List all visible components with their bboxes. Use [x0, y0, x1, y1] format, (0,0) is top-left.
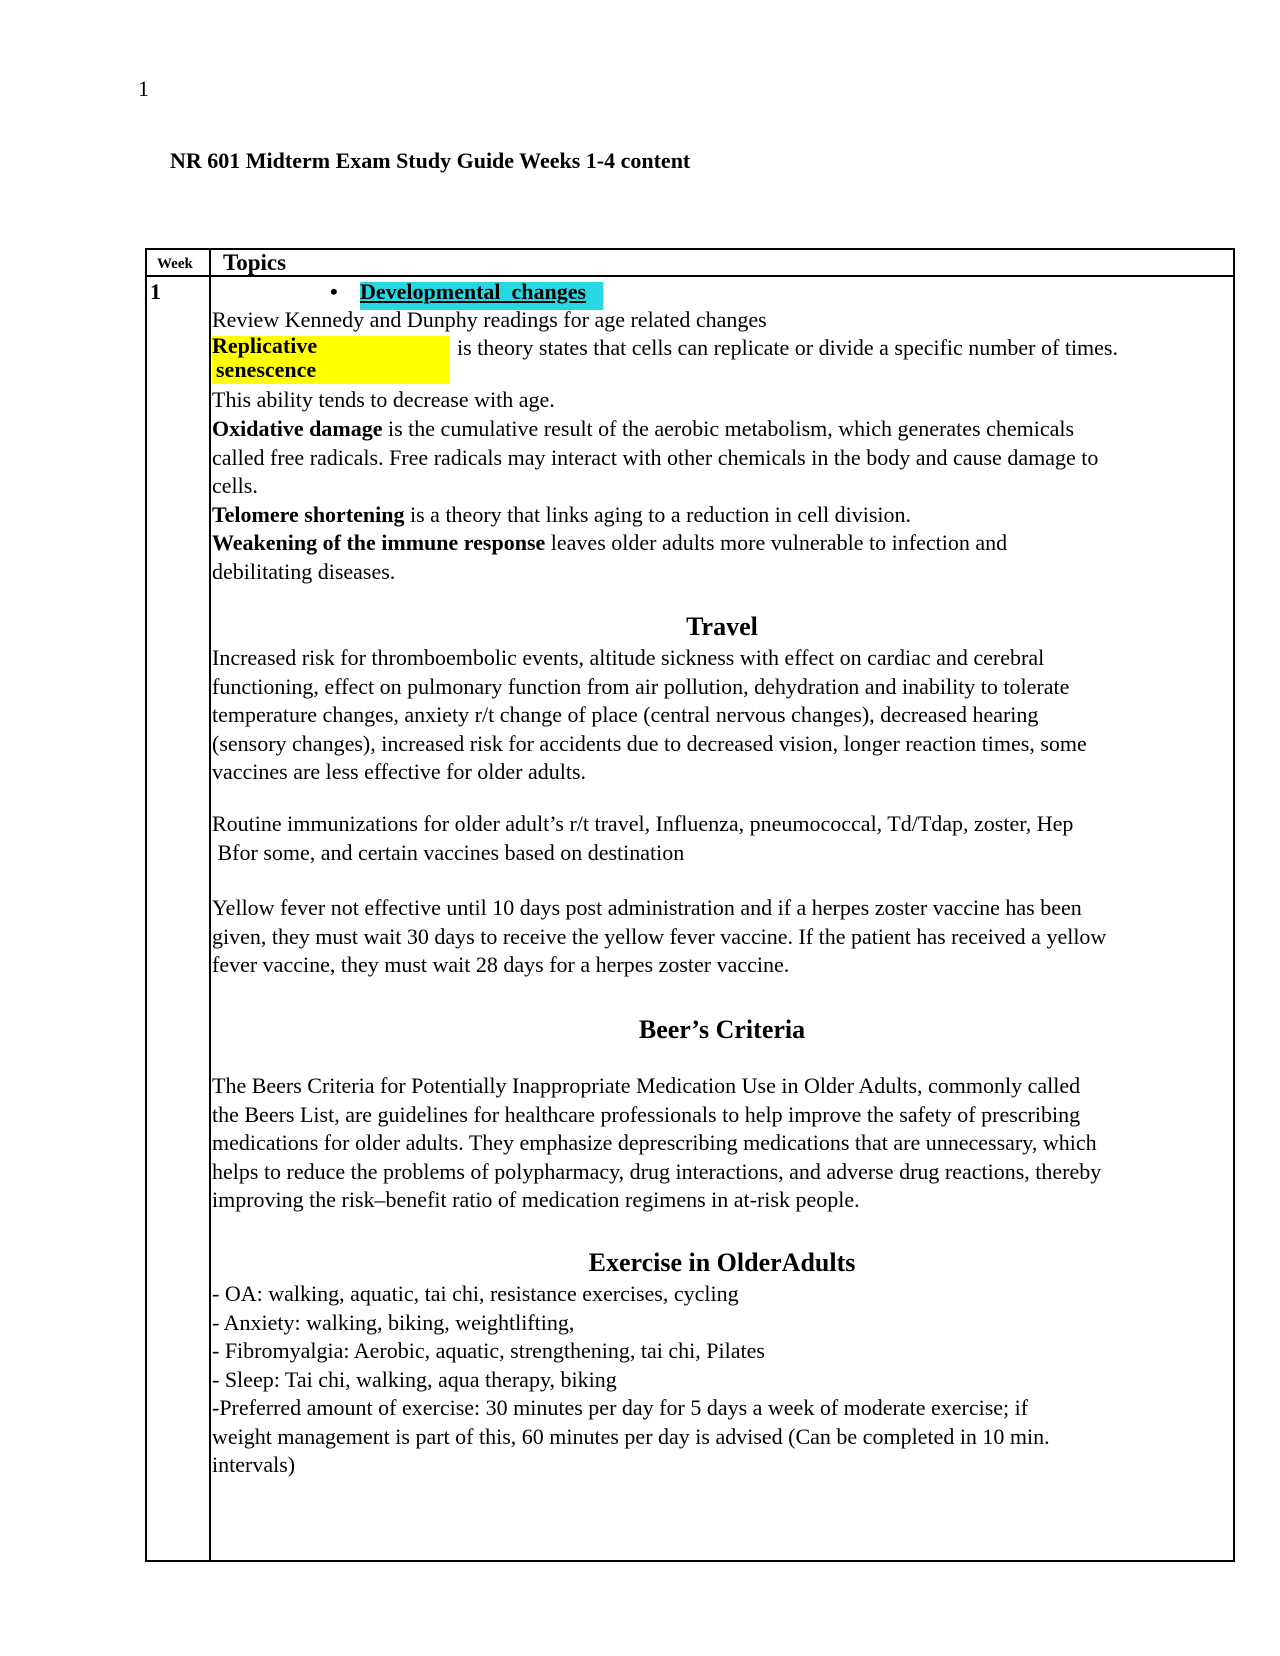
list-item: - Fibromyalgia: Aerobic, aquatic, strengthening, tai chi, Pilates — [212, 1338, 765, 1363]
travel-paragraph-3: Yellow fever not effective until 10 days post administration and if a herpes zoster vaccine has been given, they must wait 30 days to receive the yellow fever vaccine. If the patient has received a yellow fever vaccine, they must wait 28 days for a herpes zoster vaccine. — [212, 895, 1107, 977]
replicative-desc: is theory states that cells can replicate or divide a specific number of times. — [457, 335, 1118, 360]
replicative-term: Replicative senescence — [212, 333, 318, 382]
list-item: -Preferred amount of exercise: 30 minutes per day for 5 days a week of moderate exercise; if — [212, 1395, 1029, 1420]
list-item: - OA: walking, aquatic, tai chi, resistance exercises, cycling — [212, 1281, 739, 1306]
review-line: Review Kennedy and Dunphy readings for age related changes — [212, 307, 767, 332]
week-number-cell: 1 — [150, 279, 161, 304]
telomere-paragraph: Telomere shortening is a theory that links aging to a reduction in cell division. — [212, 502, 912, 527]
travel-paragraph-2: Routine immunizations for older adult’s r/t travel, Influenza, pneumococcal, Td/Tdap, zoster, Hep Bfor some, and certain vaccines based on destination — [212, 811, 1074, 865]
beers-heading: Beer’s Criteria — [638, 1015, 806, 1044]
header-topics: Topics — [223, 250, 287, 275]
beers-paragraph: The Beers Criteria for Potentially Inappropriate Medication Use in Older Adults, commonly called the Beers List, are guidelines for healthcare professionals to help improve the safety of prescribing medications for older adults. They emphasize deprescribing medications that are unnecessary, which helps to reduce the problems of polypharmacy, drug interactions, and adverse drug reactions, thereby improving the risk–benefit ratio of medication regimens in at-risk people. — [212, 1073, 1102, 1212]
list-item: weight management is part of this, 60 minutes per day is advised (Can be completed in 10 min. — [212, 1423, 1050, 1449]
document-title: NR 601 Midterm Exam Study Guide Weeks 1-4 content — [170, 148, 691, 173]
bullet-icon: • — [330, 279, 338, 304]
page-number: 1 — [138, 76, 149, 101]
immune-paragraph: Weakening of the immune response leaves older adults more vulnerable to infection and debilitating diseases. — [212, 530, 1008, 584]
developmental-heading-text: Developmental changes — [360, 279, 587, 304]
list-item: - Anxiety: walking, biking, weightlifting, — [212, 1309, 575, 1335]
header-week: Week — [157, 256, 193, 272]
replicative-cont: This ability tends to decrease with age. — [212, 387, 555, 412]
list-item: - Sleep: Tai chi, walking, aqua therapy, biking — [212, 1366, 617, 1392]
column-divider — [209, 250, 211, 1560]
exercise-list — [212, 1280, 1232, 1480]
travel-paragraph-1: Increased risk for thromboembolic events, altitude sickness with effect on cardiac and cerebral functioning, effect on pulmonary function from air pollution, dehydration and inability to tolerate temperature changes, anxiety r/t change of place (central nervous changes), decreased hearing (sensory changes), increased risk for accidents due to decreased vision, longer reaction times, some vaccines are less effective for older adults. — [212, 645, 1087, 784]
header-divider — [147, 275, 1233, 277]
exercise-heading: Exercise in OlderAdults — [588, 1248, 856, 1277]
study-guide-table — [145, 248, 1235, 1562]
travel-heading: Travel — [686, 612, 758, 641]
list-item: intervals) — [212, 1452, 296, 1477]
oxidative-paragraph: Oxidative damage is the cumulative result of the aerobic metabolism, which generates chemicals called free radicals. Free radicals may interact with other chemicals in the body and cause damage to cells. — [212, 416, 1099, 498]
